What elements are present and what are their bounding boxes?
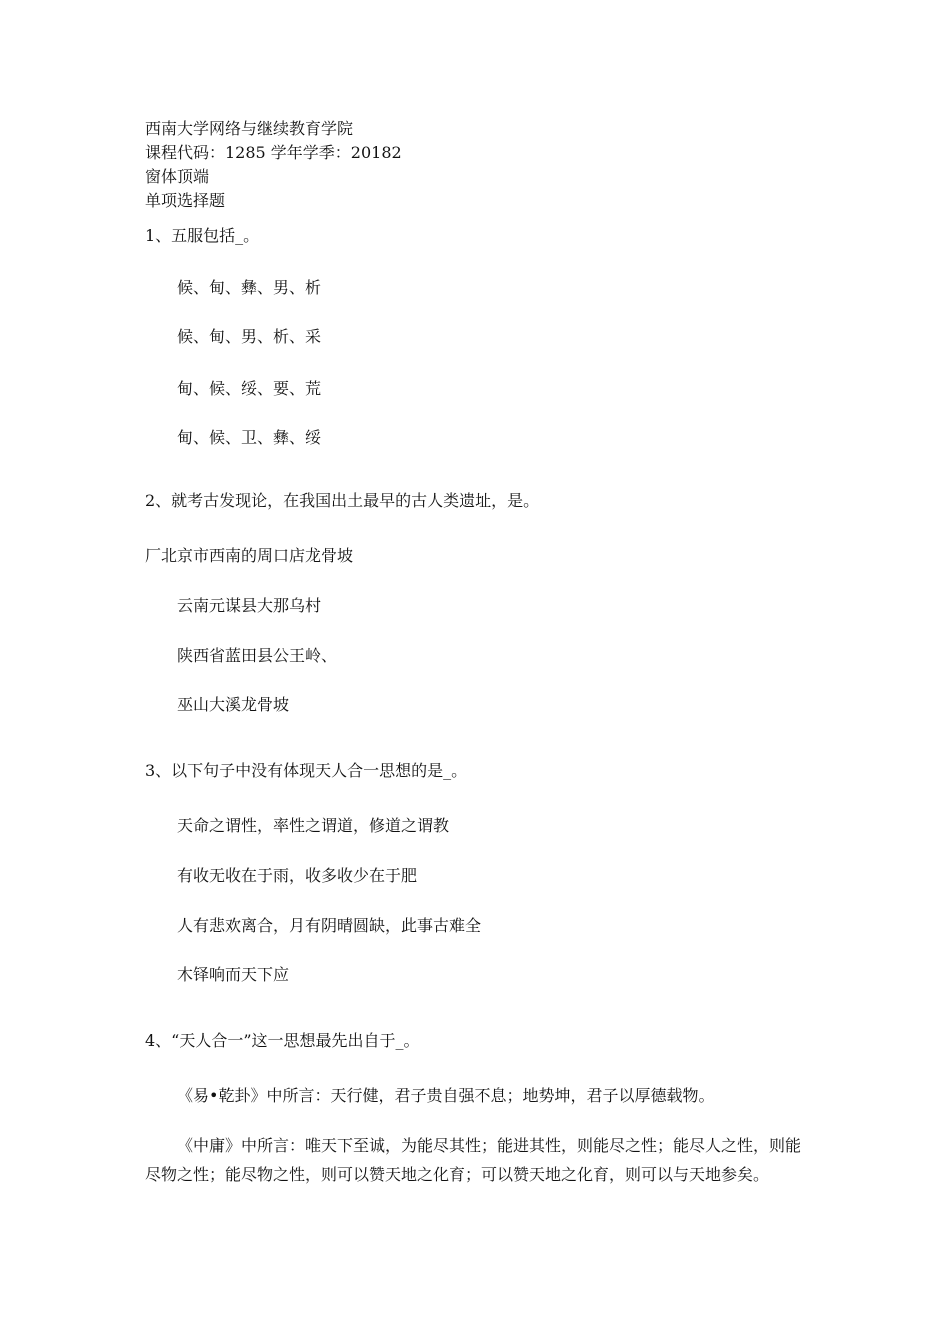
question-4-option-b[interactable]: 《中庸》中所言：唯天下至诚，为能尽其性；能进其性，则能尽之性；能尽人之性，则能尽物之性；能尽物之性，则可以赞天地之化育；可以赞天地之化育，则可以与天地参矣。 [145, 1136, 802, 1184]
question-2-stem: 2、就考古发现论，在我国出土最早的古人类遗址，是。 [145, 491, 540, 510]
question-2-option-b[interactable]: 云南元谋县大那乌村 [177, 596, 322, 615]
section-title: 单项选择题 [145, 191, 226, 210]
question-2-option-a[interactable]: 厂北京市西南的周口店龙骨坡 [145, 546, 354, 565]
question-1-option-a[interactable]: 候、甸、彝、男、析 [177, 278, 322, 297]
question-3-option-d[interactable]: 木铎响而天下应 [177, 965, 290, 984]
question-2-option-c[interactable]: 陕西省蓝田县公王岭、 [177, 646, 338, 665]
question-4-stem: 4、“天人合一”这一思想最先出自于_。 [145, 1031, 420, 1050]
question-1-option-c[interactable]: 甸、候、绥、要、荒 [177, 379, 322, 398]
question-1-option-b[interactable]: 候、甸、男、析、采 [177, 327, 322, 346]
question-3-stem: 3、以下句子中没有体现天人合一思想的是_。 [145, 761, 468, 780]
question-1-stem: 1、五服包括_。 [145, 226, 260, 245]
question-3-option-a[interactable]: 天命之谓性，率性之谓道，修道之谓教 [177, 816, 450, 835]
course-info: 课程代码：1285 学年学季：20182 [145, 143, 402, 162]
school-name: 西南大学网络与继续教育学院 [145, 119, 354, 138]
question-1-option-d[interactable]: 甸、候、卫、彝、绥 [177, 428, 322, 447]
question-3-option-b[interactable]: 有收无收在于雨，收多收少在于肥 [177, 866, 418, 885]
question-2-option-d[interactable]: 巫山大溪龙骨坡 [177, 695, 290, 714]
window-top-label: 窗体顶端 [145, 167, 210, 186]
question-3-option-c[interactable]: 人有悲欢离合，月有阴晴圆缺，此事古难全 [177, 916, 482, 935]
question-4-option-a[interactable]: 《易•乾卦》中所言：天行健，君子贵自强不息；地势坤，君子以厚德载物。 [177, 1086, 715, 1105]
